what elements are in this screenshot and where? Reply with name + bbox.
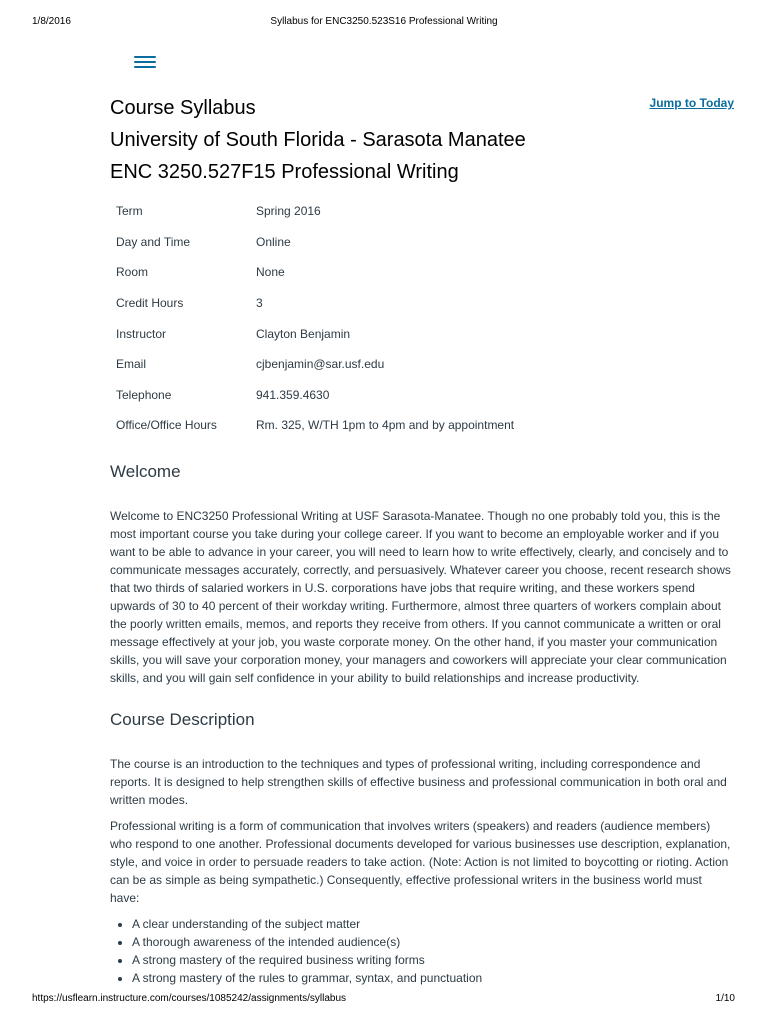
- print-page-title: Syllabus for ENC3250.523S16 Professional Writing: [270, 16, 498, 27]
- info-value: None: [256, 265, 285, 280]
- hamburger-menu-icon[interactable]: [134, 56, 156, 70]
- syllabus-title: Course Syllabus: [110, 97, 256, 119]
- course-name: ENC 3250.527F15 Professional Writing: [110, 161, 459, 183]
- welcome-paragraph: Welcome to ENC3250 Professional Writing at USF Sarasota-Manatee. Though no one probably told you, this is the most important course you take during your college career. If you want to become an employable worker and if you want to be able to advance in your career, you will need to learn how to write effectively, clearly, and concisely and to communicate messages accurately, correctly, and persuasively. Whatever career you choose, recent research shows that two thirds of salaried workers in U.S. corporations have jobs that require writing, and these workers spend upwards of 30 to 40 percent of their workday writing. Furthermore, almost three quarters of workers complain about the poorly written emails, memos, and reports they receive from others. If you cannot communicate a written or oral message effectively at your job, you waste corporate money. On the other hand, if you master your communication skills, you will save your corporation money, your managers and coworkers will appreciate your clear communication skills, and you will gain self confidence in your ability to build relationships and increase productivity.: [110, 508, 731, 685]
- print-page-number: 1/10: [715, 993, 735, 1004]
- info-value: cjbenjamin@sar.usf.edu: [256, 357, 385, 372]
- course-description-heading: Course Description: [110, 709, 255, 729]
- info-row-office-hours: [116, 410, 514, 441]
- print-footer: [0, 993, 768, 1007]
- info-row-email: [116, 349, 514, 380]
- info-row-credit-hours: [116, 288, 514, 319]
- info-row-term: [116, 196, 514, 227]
- welcome-heading: Welcome: [110, 461, 181, 481]
- info-value: 941.359.4630: [256, 387, 330, 402]
- list-item: • A thorough awareness of the intended audience(s): [132, 933, 734, 951]
- info-value: 3: [256, 296, 263, 311]
- list-item: • A strong mastery of the rules to grammar, syntax, and punctuation: [132, 969, 734, 987]
- info-value: Online: [256, 234, 291, 249]
- print-url: https://usflearn.instructure.com/courses/1085242/assignments/syllabus: [32, 993, 347, 1004]
- list-item: • A clear understanding of the subject matter: [132, 915, 734, 933]
- info-row-instructor: [116, 318, 514, 349]
- course-description-paragraph-1: The course is an introduction to the techniques and types of professional writing, including correspondence and reports. It is designed to help strengthen skills of effective business and professional communication in both oral and written modes.: [110, 756, 727, 807]
- info-label: Instructor: [116, 326, 167, 341]
- info-value: Clayton Benjamin: [256, 326, 351, 341]
- info-label: Term: [116, 204, 143, 219]
- info-label: Telephone: [116, 387, 172, 402]
- info-label: Room: [116, 265, 149, 280]
- course-description-paragraph-2: Professional writing is a form of communication that involves writers (speakers) and readers (audience members) who respond to one another. Professional documents developed for various businesses use description, explanation, style, and voice in order to persuade readers to take action. (Note: Action is not limited to boycotting or rioting. Action can be as simple as being sympathetic.) Consequently, effective professional writers in the business world must have:: [110, 818, 731, 905]
- syllabus-content: [110, 92, 734, 987]
- info-row-telephone: [116, 380, 514, 411]
- print-date: 1/8/2016: [32, 16, 71, 27]
- info-value: Rm. 325, W/TH 1pm to 4pm and by appointment: [256, 418, 515, 433]
- info-label: Email: [116, 357, 147, 372]
- list-item: • A strong mastery of the required business writing forms: [132, 951, 734, 969]
- course-info-table: [116, 196, 514, 441]
- info-label: Office/Office Hours: [116, 418, 217, 433]
- info-label: Credit Hours: [116, 296, 184, 311]
- print-header: [0, 16, 768, 30]
- jump-to-today-link[interactable]: Jump to Today: [649, 96, 734, 110]
- info-label: Day and Time: [116, 234, 191, 249]
- university-name: University of South Florida - Sarasota Manatee: [110, 129, 526, 151]
- info-row-day-time: [116, 227, 514, 258]
- info-value: Spring 2016: [256, 204, 321, 219]
- skills-list: [110, 915, 734, 987]
- info-row-room: [116, 257, 514, 288]
